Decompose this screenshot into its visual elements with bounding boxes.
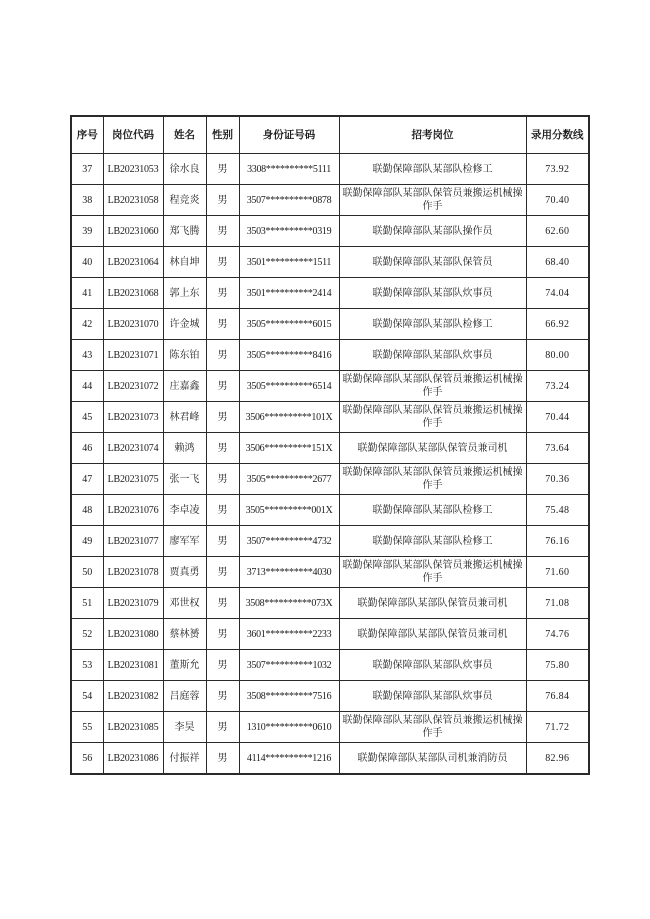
table-cell: 3713**********4030 [239, 557, 339, 588]
table-cell: LB20231068 [103, 278, 163, 309]
table-row [71, 743, 589, 775]
table-cell: 联勤保障部队某部队检修工 [339, 526, 526, 557]
table-cell: LB20231074 [103, 433, 163, 464]
column-header: 录用分数线 [526, 116, 589, 154]
table-cell: 66.92 [526, 309, 589, 340]
table-cell: 70.36 [526, 464, 589, 495]
table-cell: LB20231076 [103, 495, 163, 526]
table-row [71, 216, 589, 247]
table-cell: LB20231064 [103, 247, 163, 278]
table-cell: 男 [206, 278, 239, 309]
table-cell: 张一飞 [163, 464, 206, 495]
table-cell: 联勤保障部队某部队保管员兼搬运机械操作手 [339, 557, 526, 588]
table-cell: 70.44 [526, 402, 589, 433]
table-row [71, 154, 589, 185]
table-cell: 71.72 [526, 712, 589, 743]
table-cell: 80.00 [526, 340, 589, 371]
column-header: 岗位代码 [103, 116, 163, 154]
table-cell: 46 [71, 433, 103, 464]
table-cell: 3501**********1511 [239, 247, 339, 278]
table-cell: 70.40 [526, 185, 589, 216]
table-cell: 男 [206, 371, 239, 402]
table-cell: 54 [71, 681, 103, 712]
table-cell: 3507**********1032 [239, 650, 339, 681]
table-cell: LB20231075 [103, 464, 163, 495]
table-cell: 71.08 [526, 588, 589, 619]
table-cell: 38 [71, 185, 103, 216]
table-cell: 40 [71, 247, 103, 278]
table-cell: 男 [206, 154, 239, 185]
table-cell: 男 [206, 681, 239, 712]
table-cell: 3505**********2677 [239, 464, 339, 495]
table-cell: 徐水良 [163, 154, 206, 185]
table-cell: 44 [71, 371, 103, 402]
table-cell: 贾真勇 [163, 557, 206, 588]
table-cell: 42 [71, 309, 103, 340]
table-cell: 52 [71, 619, 103, 650]
table-row [71, 526, 589, 557]
table-cell: 3507**********4732 [239, 526, 339, 557]
table-cell: LB20231060 [103, 216, 163, 247]
table-cell: 联勤保障部队某部队司机兼消防员 [339, 743, 526, 775]
table-cell: 林自坤 [163, 247, 206, 278]
table-cell: 3505**********8416 [239, 340, 339, 371]
table-cell: LB20231081 [103, 650, 163, 681]
table-cell: 男 [206, 650, 239, 681]
table-cell: 3308**********5111 [239, 154, 339, 185]
table-row [71, 278, 589, 309]
table-cell: 43 [71, 340, 103, 371]
table-cell: 37 [71, 154, 103, 185]
table-row [71, 309, 589, 340]
table-cell: 男 [206, 619, 239, 650]
table-cell: 56 [71, 743, 103, 775]
table-row [71, 619, 589, 650]
table-cell: 李卓凌 [163, 495, 206, 526]
table-cell: 男 [206, 557, 239, 588]
table-cell: 联勤保障部队某部队炊事员 [339, 650, 526, 681]
table-cell: 47 [71, 464, 103, 495]
table-header-row [71, 116, 589, 154]
table-cell: 男 [206, 247, 239, 278]
table-cell: 联勤保障部队某部队保管员兼搬运机械操作手 [339, 185, 526, 216]
table-cell: 联勤保障部队某部队操作员 [339, 216, 526, 247]
table-cell: LB20231078 [103, 557, 163, 588]
table-row [71, 495, 589, 526]
table-cell: 林君峰 [163, 402, 206, 433]
table-cell: 联勤保障部队某部队炊事员 [339, 681, 526, 712]
table-cell: 3506**********151X [239, 433, 339, 464]
table-cell: 付振祥 [163, 743, 206, 775]
table-cell: 郭上东 [163, 278, 206, 309]
table-cell: 联勤保障部队某部队炊事员 [339, 340, 526, 371]
table-cell: 董斯允 [163, 650, 206, 681]
table-cell: 庄嘉鑫 [163, 371, 206, 402]
table-cell: 男 [206, 526, 239, 557]
table-cell: 男 [206, 185, 239, 216]
table-cell: 3505**********001X [239, 495, 339, 526]
table-cell: 73.64 [526, 433, 589, 464]
table-cell: LB20231082 [103, 681, 163, 712]
table-cell: 男 [206, 743, 239, 775]
table-row [71, 557, 589, 588]
table-cell: LB20231073 [103, 402, 163, 433]
table-cell: 55 [71, 712, 103, 743]
table-cell: 74.04 [526, 278, 589, 309]
table-cell: 联勤保障部队某部队保管员兼司机 [339, 619, 526, 650]
table-row [71, 247, 589, 278]
table-row [71, 681, 589, 712]
table-cell: 吕庭蓉 [163, 681, 206, 712]
table-cell: 62.60 [526, 216, 589, 247]
column-header: 身份证号码 [239, 116, 339, 154]
column-header: 性别 [206, 116, 239, 154]
table-cell: LB20231085 [103, 712, 163, 743]
table-body [71, 154, 589, 775]
table-cell: 许金城 [163, 309, 206, 340]
table-cell: 联勤保障部队某部队保管员 [339, 247, 526, 278]
table-cell: LB20231058 [103, 185, 163, 216]
table-row [71, 712, 589, 743]
table-cell: 联勤保障部队某部队保管员兼搬运机械操作手 [339, 371, 526, 402]
table-cell: 廖军军 [163, 526, 206, 557]
table-row [71, 650, 589, 681]
table-row [71, 402, 589, 433]
table-cell: 联勤保障部队某部队保管员兼搬运机械操作手 [339, 402, 526, 433]
column-header: 招考岗位 [339, 116, 526, 154]
table-cell: 蔡林赟 [163, 619, 206, 650]
table-cell: LB20231080 [103, 619, 163, 650]
table-cell: 51 [71, 588, 103, 619]
table-cell: 75.48 [526, 495, 589, 526]
table-cell: 邓世权 [163, 588, 206, 619]
table-cell: 48 [71, 495, 103, 526]
table-cell: LB20231072 [103, 371, 163, 402]
table-cell: LB20231077 [103, 526, 163, 557]
table-row [71, 185, 589, 216]
table-cell: 3507**********0878 [239, 185, 339, 216]
table-cell: 73.24 [526, 371, 589, 402]
table-cell: 3505**********6514 [239, 371, 339, 402]
table-cell: LB20231071 [103, 340, 163, 371]
table-cell: 3505**********6015 [239, 309, 339, 340]
table-cell: 82.96 [526, 743, 589, 775]
table-cell: LB20231079 [103, 588, 163, 619]
table-cell: LB20231086 [103, 743, 163, 775]
table-cell: 39 [71, 216, 103, 247]
table-cell: 男 [206, 588, 239, 619]
table-cell: 73.92 [526, 154, 589, 185]
table-row [71, 433, 589, 464]
table-row [71, 340, 589, 371]
table-cell: 75.80 [526, 650, 589, 681]
table-cell: 74.76 [526, 619, 589, 650]
table-cell: 3508**********073X [239, 588, 339, 619]
column-header: 序号 [71, 116, 103, 154]
table-row [71, 588, 589, 619]
table-cell: 男 [206, 340, 239, 371]
table-cell: 3506**********101X [239, 402, 339, 433]
table-cell: 45 [71, 402, 103, 433]
table-cell: 76.84 [526, 681, 589, 712]
table-cell: 3501**********2414 [239, 278, 339, 309]
table-cell: 1310**********0610 [239, 712, 339, 743]
table-cell: 50 [71, 557, 103, 588]
table-cell: 李昊 [163, 712, 206, 743]
table-cell: 郑飞腾 [163, 216, 206, 247]
table-cell: 男 [206, 495, 239, 526]
table-cell: 男 [206, 216, 239, 247]
table-cell: 联勤保障部队某部队保管员兼司机 [339, 433, 526, 464]
table-cell: 76.16 [526, 526, 589, 557]
table-cell: 联勤保障部队某部队保管员兼司机 [339, 588, 526, 619]
table-cell: 53 [71, 650, 103, 681]
table-cell: 陈东铂 [163, 340, 206, 371]
table-row [71, 464, 589, 495]
table-cell: 3503**********0319 [239, 216, 339, 247]
table-row [71, 371, 589, 402]
table-cell: 男 [206, 433, 239, 464]
table-cell: 3601**********2233 [239, 619, 339, 650]
table-cell: 男 [206, 464, 239, 495]
table-cell: 联勤保障部队某部队炊事员 [339, 278, 526, 309]
table-cell: 41 [71, 278, 103, 309]
table-cell: 71.60 [526, 557, 589, 588]
table-cell: 49 [71, 526, 103, 557]
table-cell: 男 [206, 712, 239, 743]
table-cell: 联勤保障部队某部队保管员兼搬运机械操作手 [339, 464, 526, 495]
table-cell: 4114**********1216 [239, 743, 339, 775]
table-cell: LB20231053 [103, 154, 163, 185]
column-header: 姓名 [163, 116, 206, 154]
table-cell: 程竞炎 [163, 185, 206, 216]
table-cell: 68.40 [526, 247, 589, 278]
table-cell: 赖鸿 [163, 433, 206, 464]
table-cell: 联勤保障部队某部队检修工 [339, 495, 526, 526]
table-cell: LB20231070 [103, 309, 163, 340]
table-cell: 联勤保障部队某部队保管员兼搬运机械操作手 [339, 712, 526, 743]
table-cell: 联勤保障部队某部队检修工 [339, 309, 526, 340]
recruitment-score-table [70, 115, 590, 775]
table-cell: 男 [206, 402, 239, 433]
table-cell: 男 [206, 309, 239, 340]
table-cell: 3508**********7516 [239, 681, 339, 712]
table-cell: 联勤保障部队某部队检修工 [339, 154, 526, 185]
